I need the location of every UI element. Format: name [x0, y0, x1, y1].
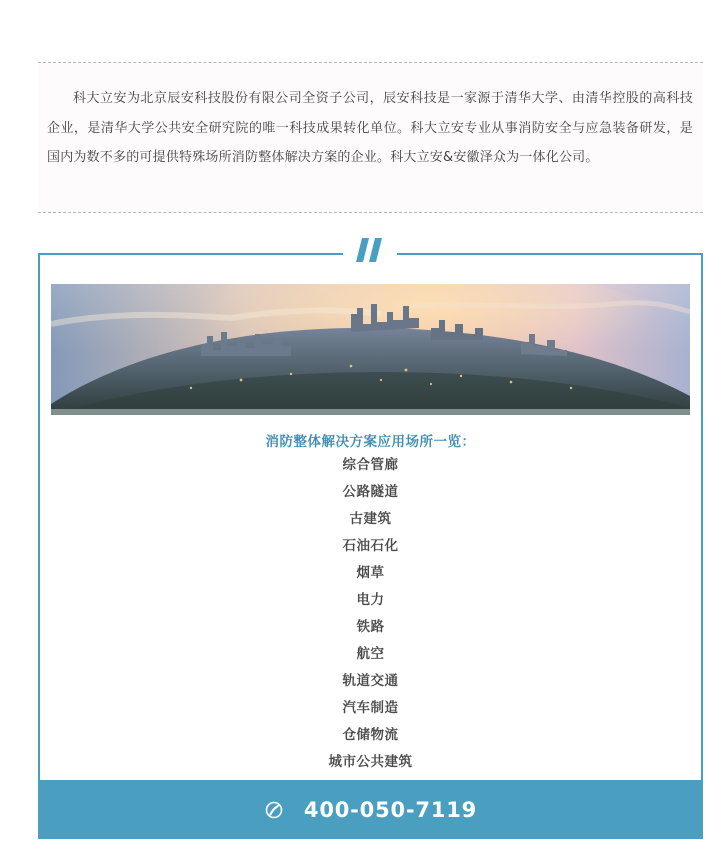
- company-intro-box: [38, 62, 703, 213]
- phone-bar[interactable]: [38, 780, 703, 839]
- list-item: 轨道交通: [342, 673, 399, 689]
- double-quote-icon: [355, 237, 385, 263]
- company-intro-text: 科大立安为北京辰安科技股份有限公司全资子公司，辰安科技是一家源于清华大学、由清华控股的高科技企业，是清华大学公共安全研究院的唯一科技成果转化单位。科大立安专业从事消防安全与应急装备研发，是国内为数不多的可提供特殊场所消防整体解决方案的企业。科大立安&安徽泽众为一体化公司。: [47, 91, 693, 165]
- list-item: 烟草: [356, 565, 385, 581]
- phone-number[interactable]: 400-050-7119: [303, 797, 478, 822]
- city-panorama-image: [51, 284, 690, 415]
- list-item: 电力: [356, 592, 385, 608]
- solution-places-list: [40, 457, 701, 781]
- list-item: 公路隧道: [342, 484, 399, 500]
- list-item: 仓储物流: [342, 727, 399, 743]
- list-item: 汽车制造: [342, 700, 399, 716]
- list-item: 综合管廊: [342, 457, 399, 473]
- list-item: 石油石化: [342, 538, 399, 554]
- list-item: 铁路: [356, 619, 385, 635]
- solutions-list-title: 消防整体解决方案应用场所一览：: [265, 434, 476, 450]
- list-item: 古建筑: [349, 511, 392, 527]
- list-item: 航空: [356, 646, 385, 662]
- list-item: 城市公共建筑: [328, 754, 413, 770]
- phone-icon: [264, 800, 284, 820]
